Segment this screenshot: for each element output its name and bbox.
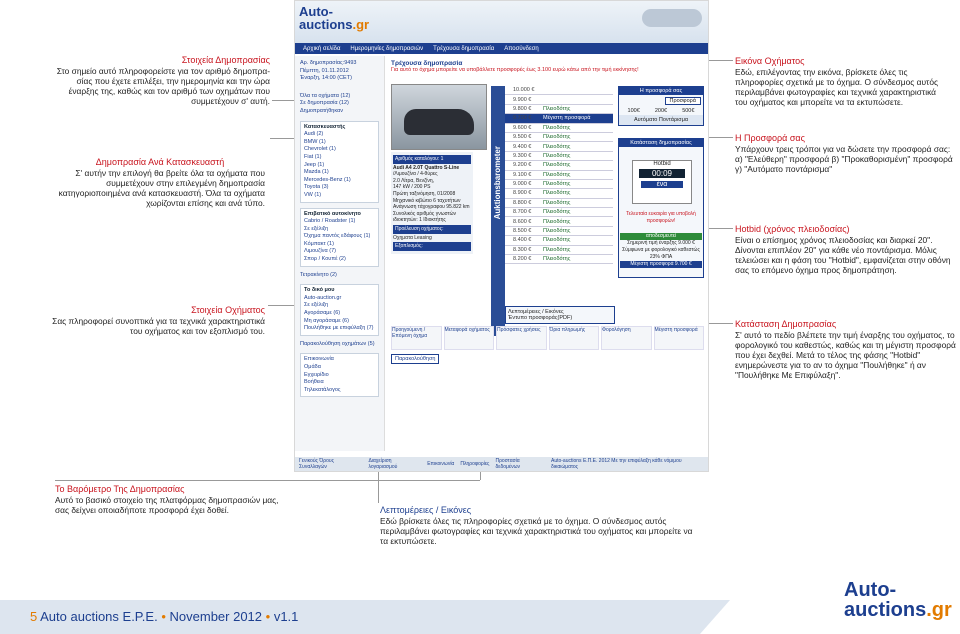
makers-box: [300, 121, 379, 203]
annotation-title: Hotbid (χρόνος πλειοδοσίας): [735, 224, 850, 234]
barometer-label: Auktionsbarometer: [493, 146, 502, 220]
connector: [268, 305, 294, 306]
vehicle-spec: 2.0 Λίτρα, Βενζίνη,: [393, 177, 435, 184]
main-content: [387, 56, 708, 451]
bid-row: [505, 105, 613, 114]
bid-status: Πλειοδότης: [543, 171, 571, 178]
max-offer: Μέγιστη προσφορά 9.700 €: [620, 261, 702, 268]
bid-amount: 8.500 €: [513, 228, 532, 235]
hotbid-button[interactable]: ένα: [641, 181, 683, 188]
sidebar-item-watchlist[interactable]: Παρακολούθηση οχημάτων (5): [300, 340, 375, 347]
offer-option[interactable]: 500€: [682, 108, 695, 114]
bottom-nav: [295, 457, 708, 471]
bid-row: [505, 95, 613, 104]
sidebar-item-all[interactable]: Όλα τα οχήματα (12): [300, 92, 351, 99]
auction-number: Αρ. δημοπρασίας:9493: [300, 60, 357, 66]
bottom-link[interactable]: Προστασία δεδομένων: [495, 458, 521, 470]
annotation-body: Είναι ο επίσημος χρόνος πλειοδοσίας και διαρκεί 20''. Δίνονται επιπλέον 20'' για κάθε νέο ποντάρισμα. Μόλις τελειώσει και η φάση του "Hotbid", εμφανίζεται στην οθόνη σας το επόμενο όχημα προς δημοπράτηση.: [735, 235, 951, 275]
misc-links-box: [300, 353, 379, 397]
bid-amount: 8.600 €: [513, 218, 532, 225]
annotation-title: Στοιχεία Οχήματος: [191, 305, 265, 315]
offer-panel-title: Η προσφορά σας: [619, 87, 703, 95]
links-box: [505, 306, 615, 324]
bid-amount: 9.300 €: [513, 152, 532, 159]
start-price: αποδεσμευτεί: [620, 233, 702, 240]
types-box: [300, 208, 379, 267]
annotation-title: Δημοπρασία Ανά Κατασκευαστή: [95, 157, 225, 167]
sidebar-item-4x4[interactable]: Τετρακίνητο (2): [300, 271, 337, 278]
status-text: Τελευταία ευκαιρία για υποβολή προσφορών!: [626, 211, 696, 224]
bid-row: [505, 189, 613, 198]
bid-amount: 9.100 €: [513, 171, 532, 178]
nav-dates[interactable]: Ημερομηνίες δημοπρασιών: [350, 45, 424, 52]
vehicle-spec: /Λιμουζίνα / 4-θύρες: [393, 171, 438, 178]
my-account-item[interactable]: Αγοράσαμε (6): [304, 310, 341, 317]
status-panel-title: Κατάσταση δημοπρασίας: [619, 139, 703, 147]
maker-item[interactable]: Fiat (1): [304, 153, 322, 160]
page-number: 5: [30, 609, 38, 624]
annotation-vehicle-image: [735, 56, 950, 107]
tab-recent-use[interactable]: Πρόσφατες χρήσεις: [496, 326, 547, 350]
type-item[interactable]: Σε εξέλιξη: [304, 225, 329, 232]
bid-status: Πλειοδότης: [543, 152, 571, 159]
type-item[interactable]: Λιμουζίνα (7): [304, 248, 336, 255]
sidebar-item-auctioned[interactable]: Δημοπρατήθηκαν: [300, 107, 343, 114]
offer-option[interactable]: 100€: [627, 108, 640, 114]
auto-bid-button[interactable]: Αυτόματο Ποντάρισμα: [619, 115, 703, 125]
nav-home[interactable]: Αρχική σελίδα: [303, 45, 341, 52]
origin-label: Προέλευση οχήματος:: [393, 225, 471, 234]
nav-current[interactable]: Τρέχουσα δημοπρασία: [433, 45, 495, 52]
connector: [709, 228, 733, 229]
bid-amount: 8.200 €: [513, 256, 532, 263]
bid-row: [505, 208, 613, 217]
site-header: [295, 1, 708, 43]
type-item[interactable]: Cabrio / Roadster (1): [304, 218, 356, 225]
auction-barometer: [491, 86, 505, 336]
copyright: Auto-auctions Ε.Π.Ε. 2012 Με την επιφύλαξη κάθε νόμιμου δικαιώματος: [550, 458, 682, 470]
bid-row: [505, 180, 613, 189]
tab-prev-next[interactable]: Προηγούμενη / Επόμενη όχημα: [391, 326, 442, 350]
maker-item[interactable]: Mercedes-Benz (1): [304, 176, 351, 183]
annotation-body: Σ' αυτήν την επιλογή θα βρείτε όλα τα οχήματα που συμμετέχουν στην επιλεγμένη δημοπρασία κατηγοριοποιημένα ανά κατασκευαστή. Όλα τα οχήματα χωρίζονται επίσης και ανά τύπο.: [58, 168, 265, 208]
bid-row: [505, 236, 613, 245]
annotation-title: Στοιχεία Δημοπρασίας: [181, 55, 270, 65]
bid-amount: 8.400 €: [513, 237, 532, 244]
hotbid-timer: 00:09: [639, 169, 685, 178]
bid-row: [505, 142, 613, 151]
tab-transport[interactable]: Μεταφορά οχήματος: [444, 326, 495, 350]
my-account-item[interactable]: Μη αγοράσαμε (6): [304, 317, 349, 324]
site-logo[interactable]: [299, 5, 385, 39]
tax-note: Σύμφωνα με φορολογικό καθεστώς 23% ΦΠΑ: [622, 247, 700, 260]
annotation-body: Στο σημείο αυτό πληροφορείστε για τον αριθμό δημοπρα-σίας που έχετε επιλέξει, την ημερομηνία και την ώρα έναρξης της, καθώς και τον αριθμό των οχημάτων που συμμετέχουν σ' αυτή.: [56, 66, 270, 106]
annotation-body: Υπάρχουν τρεις τρόποι για να δώσετε την προσφορά σας: α) "Ελεύθερη" προσφορά β) "Προκαθορισμένη" προσφορά γ) "Αυτόματο ποντάρισμα": [735, 144, 953, 174]
bid-status: Πλειοδότης: [543, 134, 571, 141]
bid-amount: 9.500 €: [513, 134, 532, 141]
nav-logout[interactable]: Αποσύνδεση: [504, 45, 539, 52]
details-images-link[interactable]: Λεπτομέρειες / Εικόνες: [508, 309, 564, 315]
annotation-body: Εδώ, επιλέγοντας την εικόνα, βρίσκετε όλες τις πληροφορίες σχετικά με το όχημα. Ο σύνδεσμος αυτός περιλαμβάνει φωτογραφίες και τεχνικά χαρακτηριστικά του οχήματος και μπορείτε να τα εκτυπώσετε.: [735, 67, 939, 107]
top-nav: [295, 43, 708, 54]
annotation-barometer: [55, 484, 280, 515]
bid-status: Πλειοδότης: [543, 105, 571, 112]
logo-line2: auctions.gr: [299, 17, 370, 32]
maker-item[interactable]: Jeep (1): [304, 161, 325, 168]
misc-link[interactable]: Τηλεκατάλογος: [304, 386, 341, 393]
status-details: [620, 211, 702, 268]
bid-list: [505, 86, 613, 264]
bid-row: [505, 255, 613, 264]
annotation-your-offer: [735, 133, 957, 174]
bid-amount: 8.300 €: [513, 246, 532, 253]
tab-max-offer[interactable]: Μέγιστη προσφορά: [654, 326, 705, 350]
logo-line1: Auto-: [844, 579, 897, 601]
bid-status: Πλειοδότης: [543, 246, 571, 253]
makers-title: Κατασκευαστής: [304, 123, 346, 130]
bottom-link[interactable]: Επικοινωνία: [427, 461, 455, 467]
offer-option[interactable]: 200€: [654, 108, 668, 114]
maker-item[interactable]: Mazda (1): [304, 169, 329, 176]
maker-item[interactable]: Toyota (3): [304, 184, 329, 191]
hotbid-box: [632, 160, 692, 204]
connector: [709, 60, 733, 61]
my-account-item[interactable]: Σε εξέλιξη: [304, 302, 329, 309]
offer-panel: [618, 86, 704, 126]
annotation-details-images: [380, 505, 700, 546]
connector: [55, 480, 480, 481]
vehicle-model: Audi A4 2.0T Quattro S-Line: [393, 164, 460, 171]
current-auction-subtitle: Για αυτό το όχημα μπορείτε να υποβάλλετε προσφορές έως 3.100 ευρώ κάτω από την τιμή εκκίνησης!: [391, 67, 639, 73]
annotation-body: Αυτό το βασικό στοιχείο της πλατφόρμας δημοπρασιών μας, σας δείχνει οποιαδήποτε προσφορά έχει δοθεί.: [55, 495, 279, 515]
bid-row: [505, 246, 613, 255]
types-title: Επιβατικό αυτοκίνητο: [304, 210, 361, 217]
bottom-link[interactable]: Πληροφορίες: [460, 461, 490, 467]
vehicle-info: [391, 152, 473, 254]
bid-amount: 8.800 €: [513, 199, 532, 206]
bid-status: Πλειοδότης: [543, 181, 571, 188]
bid-status: Μέγιστη προσφορά: [543, 115, 591, 122]
bid-amount: 8.700 €: [513, 209, 532, 216]
my-account-title: Το δικό μου: [304, 287, 335, 294]
bid-status: Πλειοδότης: [543, 162, 571, 169]
logo-line1: Auto-: [299, 4, 333, 19]
footer-date: November 2012: [169, 609, 263, 624]
bid-amount: 9.400 €: [513, 143, 532, 150]
annotation-body: Εδώ βρίσκετε όλες τις πληροφορίες σχετικά με το όχημα. Ο σύνδεσμος αυτός περιλαμβάνει φωτογραφίες και τεχνικά χαρακτηριστικά του οχήματος και μπορείτε να τα εκτυπώσετε.: [380, 516, 693, 546]
bid-amount: 9.700 €: [513, 115, 532, 122]
bid-amount: 9.200 €: [513, 162, 532, 169]
footer-text: 5 Auto auctions E.P.E. • November 2012 • v1.1: [30, 609, 299, 624]
bid-row: [505, 217, 613, 226]
bid-amount: 9.800 €: [513, 105, 532, 112]
annotation-title: Λεπτομέρειες / Εικόνες: [380, 505, 472, 515]
vehicle-photo[interactable]: [391, 84, 487, 150]
maker-item[interactable]: Chevrolet (1): [304, 146, 336, 153]
header-car-image: [642, 9, 702, 27]
misc-link[interactable]: Ομάδα: [304, 364, 321, 370]
vehicle-spec: 147 kW / 200 PS: [393, 184, 431, 191]
annotation-body: Σ' αυτό το πεδίο βλέπετε την τιμή έναρξης του οχήματος, το φορολογικό του καθεστώς, καθώς και τη μέγιστη προσφορά που έχει δεχθεί. Μετά το τέλος της φάσης "Hotbid" ενημερώνεστε για το αν το όχημα "Πουλήθηκε" ή αν "Πουλήθηκε Με Επιφύλαξη".: [735, 330, 956, 380]
info-tabs: [391, 326, 704, 350]
annotation-title: Κατάσταση Δημοπρασίας: [735, 319, 837, 329]
bid-amount: 10.000 €: [513, 87, 535, 94]
bid-status: Πλειοδότης: [543, 199, 571, 206]
bid-amount: 9.900 €: [513, 96, 532, 103]
bid-row: [505, 114, 613, 123]
equipment-label: Εξοπλισμός:: [393, 242, 471, 251]
annotation-body: Σας πληροφορεί συνοπτικά για τα τεχνικά χαρακτηριστικά του οχήματος και τον εξοπλισμό του.: [52, 316, 265, 336]
offer-button[interactable]: Προσφορά: [665, 97, 702, 105]
start-price-today: Σημερινή τιμή έναρξης 9.000 €: [627, 240, 695, 246]
bid-row: [505, 133, 613, 142]
bottom-link[interactable]: Γενικούς Όρους Συναλλαγών: [299, 458, 334, 470]
bid-status: Πλειοδότης: [543, 143, 571, 150]
type-item[interactable]: Κόμπακτ (1): [304, 240, 334, 247]
maker-item[interactable]: Audi (2): [304, 131, 324, 138]
annotation-title: Η Προσφορά σας: [735, 133, 805, 143]
offer-options: [619, 107, 703, 115]
annotation-by-manufacturer: [55, 157, 265, 208]
annotation-auction-status: [735, 319, 957, 380]
sidebar-item-in-auction[interactable]: Σε δημοπρασία (12): [300, 100, 349, 107]
logo-line2: auctions.gr: [844, 599, 952, 621]
footer-version: v1.1: [273, 609, 299, 624]
annotation-auction-details: [55, 55, 270, 106]
bid-row: [505, 86, 613, 95]
vehicle-spec: Μηχανικό κιβώτιο 6 ταχυτήτων: [393, 197, 461, 204]
annotation-title: Εικόνα Οχήματος: [735, 56, 805, 66]
auction-start: Έναρξη, 14:00 (CET): [300, 75, 352, 82]
tab-payment[interactable]: Όρια πληρωμής: [549, 326, 600, 350]
watch-button[interactable]: Παρακολούθηση: [391, 354, 439, 364]
misc-link[interactable]: Εγχειρίδιο: [304, 371, 329, 378]
type-item[interactable]: Σπορ / Κουπέ (2): [304, 256, 346, 263]
connector: [270, 138, 294, 139]
bid-row: [505, 152, 613, 161]
annotation-vehicle-details: [50, 305, 265, 336]
bid-status: Πλειοδότης: [543, 228, 571, 235]
bid-amount: 9.000 €: [513, 181, 532, 188]
connector: [709, 137, 733, 138]
bid-row: [505, 199, 613, 208]
bid-amount: 8.900 €: [513, 190, 532, 197]
my-account-item[interactable]: Πουλήθηκε με επιφύλαξη (7): [304, 325, 374, 332]
misc-link[interactable]: Επικοινωνία: [304, 356, 334, 363]
annotation-hotbid: [735, 224, 957, 275]
bid-status: Πλειοδότης: [543, 190, 571, 197]
bid-row: [505, 227, 613, 236]
footer-company: Auto auctions E.P.E.: [40, 609, 158, 624]
misc-link[interactable]: Βοήθεια: [304, 379, 324, 386]
type-item[interactable]: Όχημα παντός εδάφους (1): [304, 233, 371, 240]
annotation-title: Το Βαρόμετρο Της Δημοπρασίας: [55, 484, 185, 494]
bid-status: Πλειοδότης: [543, 209, 571, 216]
brand-logo: [844, 579, 952, 626]
bid-row: [505, 171, 613, 180]
bottom-link[interactable]: Διαχείριση λογαριασμού: [368, 458, 398, 470]
vehicle-spec: Πρώτη ταξινόμηση, 01/2008: [393, 190, 456, 197]
bid-status: Πλειοδότης: [543, 218, 571, 225]
bid-status: Πλειοδότης: [543, 256, 571, 263]
my-account-box: [300, 284, 379, 336]
offer-pdf-link[interactable]: Έντυπο προσφοράς(PDF): [508, 315, 573, 321]
bid-amount: 9.600 €: [513, 124, 532, 131]
connector: [272, 100, 294, 101]
hotbid-label: Hotbid: [653, 161, 671, 167]
auction-screenshot: [294, 0, 709, 472]
bid-status: Πλειοδότης: [543, 237, 571, 244]
origin-value: Οχηματα Leasing: [393, 234, 432, 241]
bid-row: [505, 124, 613, 133]
current-auction-title: Τρέχουσα δημοπρασία: [391, 60, 463, 67]
page-footer: [0, 600, 700, 634]
my-account-site: Auto-auction.gr: [304, 294, 342, 301]
offer-row: [619, 95, 703, 107]
bid-row: [505, 161, 613, 170]
maker-item[interactable]: VW (1): [304, 191, 322, 198]
tab-tax[interactable]: Φορολόγηση: [601, 326, 652, 350]
vehicle-number: Αριθμός καταλόγου: 1: [393, 155, 471, 164]
left-sidebar: [295, 56, 385, 451]
vehicle-spec: Συνολικός αριθμός γνωστών ιδιοκτητών: 1 Ιδιοκτήτης: [393, 210, 457, 224]
bid-status: Πλειοδότης: [543, 124, 571, 131]
vehicle-spec: Ανάγνωση τάχογραφου 95.822 km: [393, 204, 470, 211]
auction-date: Πέμπτη, 01.11.2012: [300, 67, 349, 74]
connector: [709, 323, 733, 324]
maker-item[interactable]: BMW (1): [304, 138, 326, 145]
